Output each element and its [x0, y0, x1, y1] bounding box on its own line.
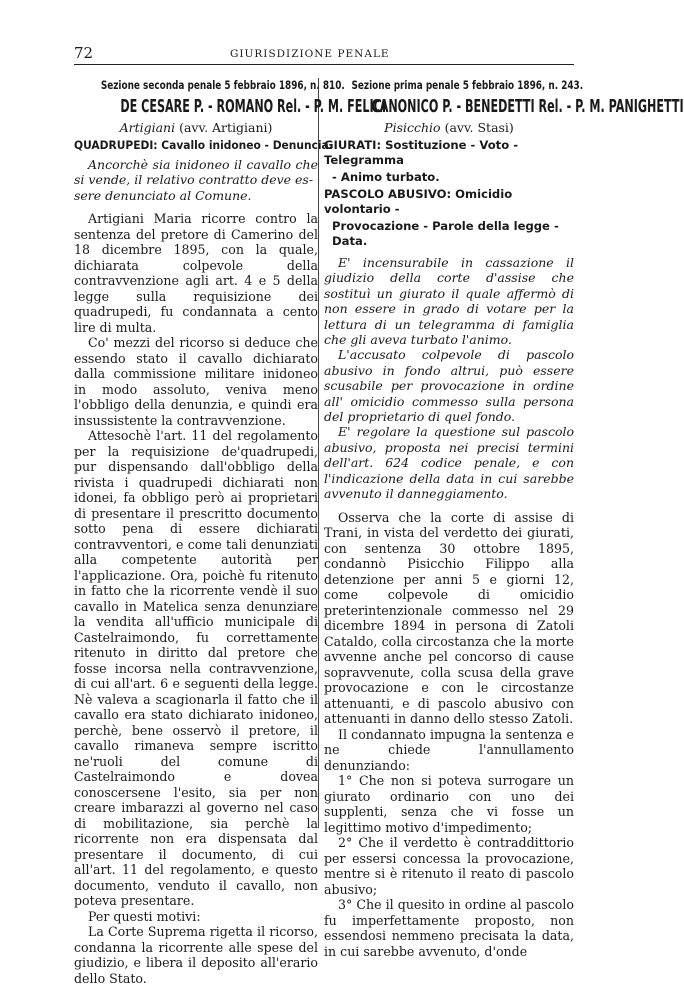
header-rule: [74, 64, 574, 65]
maxim: Ancorchè sia inidoneo il cavallo che si vende, il relativo contratto deve es-: [74, 157, 318, 188]
paragraph: Osserva che la corte di assise di Trani, in vista del verdetto dei giurati, con sentenza 30 ottobre 1895, condannò Pisicchio Filippo alla detenzione per anni 5 e giorni 12, come colpevole di omicidio preterintenzionale commesso nel 29 dicembre 1894 in persona di Zatoli Cataldo, colla circostanza che la morte avvenne anche pel concorso di cause sopravvenute, colla scusa della grave provocazione e con le circostanze attenuanti, e di pascolo abusivo con attenuanti in danno dello stesso Zatoli.: [324, 509, 574, 726]
case-appellant: [324, 119, 574, 136]
maxim-continued: sere denunciato al Comune.: [74, 187, 252, 203]
running-title: GIURISDIZIONE PENALE: [230, 48, 390, 60]
maxim: E' regolare la questione sul pascolo abusivo, proposta nei precisi termini dell'art. 624 codice penale, e con l'indicazione della data in cui sarebbe avvenuto il danneggiamento.: [324, 424, 574, 502]
appellant-name: Artigiani: [119, 120, 176, 135]
counsel: (avv. Artigiani): [179, 120, 273, 135]
case-section-heading: Sezione seconda penale 5 febbraio 1896, n. 810.: [100, 78, 345, 92]
subject-tag: QUADRUPEDI: Cavallo inidoneo - Denuncia.: [74, 138, 333, 152]
appellant-name: Pisicchio: [384, 120, 441, 135]
subject-tag: PASCOLO ABUSIVO: Omicidio volontario -: [324, 187, 513, 216]
subject-tag-continued: Provocazione - Parole della legge - Data.: [332, 219, 559, 248]
subject-tag: GIURATI: Sostituzione - Voto - Telegramma: [324, 138, 519, 167]
ruling: La Corte Suprema rigetta il ricorso, condanna la ricorrente alle spese del giudizio, e libera il deposito all'erario dello Stato.: [74, 924, 318, 986]
counsel: (avv. Stasi): [444, 120, 514, 135]
list-item: 3° Che il quesito in ordine al pascolo fu imperfettamente proposto, non essendosi nemmeno precisata la data, in cui sarebbe avvenuto, d'onde: [324, 897, 574, 959]
page-number: 72: [74, 44, 94, 62]
case-parties: DE CESARE P. - ROMANO Rel. - P. M. FELICI: [120, 96, 387, 117]
paragraph: Attesochè l'art. 11 del regolamento per la requisizione de'quadrupedi, pur dispensando dall'obbligo della rivista i quadrupedi dichiarati non idonei, fa obbligo però ai proprietari di presentare il prescritto documento sotto pena di essere dichiarati contravventori, e come tali denunziati alla competente autorità per l'applicazione. Ora, poichè fu ritenuto in fatto che la ricorrente vendè il suo cavallo in Matelica senza denunziare la vendita all'ufficio municipale di Castelraimondo, fu correttamente ritenuto in diritto dal pretore che fosse incorsa nella contravvenzione, di cui all'art. 6 e seguenti della legge. Nè valeva a scagionarla il fatto che il cavallo era stato dichiarato inidoneo, perchè, bene osservò il pretore, il cavallo rimaneva sempre iscritto ne'ruoli del comune di Castelraimondo e dovea conoscersene l'esito, sia per non creare imbarazzi al governo nel caso di mobilitazione, sia perchè la ricorrente non era dispensata dal presentare il documento, di cui all'art. 11 del regolamento, e questo documento, venduto il cavallo, non poteva presentare.: [74, 428, 318, 909]
case-section-heading: Sezione prima penale 5 febbraio 1896, n. 243.: [351, 78, 584, 92]
case-appellant: [74, 119, 318, 136]
right-column: [324, 76, 684, 959]
paragraph: Co' mezzi del ricorso si deduce che essendo stato il cavallo dichiarato dalla commissione militare inidoneo in modo assoluto, veniva meno l'obbligo della denunzia, e quindi era insussistente la contravvenzione.: [74, 335, 318, 428]
motives-heading: Per questi motivi:: [88, 908, 201, 924]
paragraph: Il condannato impugna la sentenza e ne chiede l'annullamento denunziando:: [324, 726, 574, 773]
subject-tag-continued: - Animo turbato.: [332, 170, 440, 184]
column-divider: [318, 78, 319, 828]
case-parties: CANONICO P. - BENEDETTI Rel. - P. M. PANIGHETTI: [371, 96, 684, 117]
maxim: E' incensurabile in cassazione il giudizio della corte d'assise che sostituì un giurato il quale affermò di non essere in grado di votare per la lettura di un telegramma di famiglia che gli aveva turbato l'animo.: [324, 255, 574, 348]
paragraph: Artigiani Maria ricorre contro la sentenza del pretore di Camerino del 18 dicembre 1895, con la quale, dichiarata colpevole della contravvenzione agli art. 4 e 5 della legge sulla requisizione dei quadrupedi, fu condannata a cento lire di multa.: [74, 211, 318, 335]
list-item: 1° Che non si poteva surrogare un giurato ordinario con uno dei supplenti, senza che vi fosse un legittimo motivo d'impedimento;: [324, 773, 574, 835]
list-item: 2° Che il verdetto è contraddittorio per essersi concessa la provocazione, mentre si è ritenuto il reato di pascolo abusivo;: [324, 835, 574, 897]
maxim: L'accusato colpevole di pascolo abusivo in fondo altrui, può essere scusabile per provocazione in ordine all' omicidio commesso sulla persona del proprietario di quel fondo.: [324, 347, 574, 425]
